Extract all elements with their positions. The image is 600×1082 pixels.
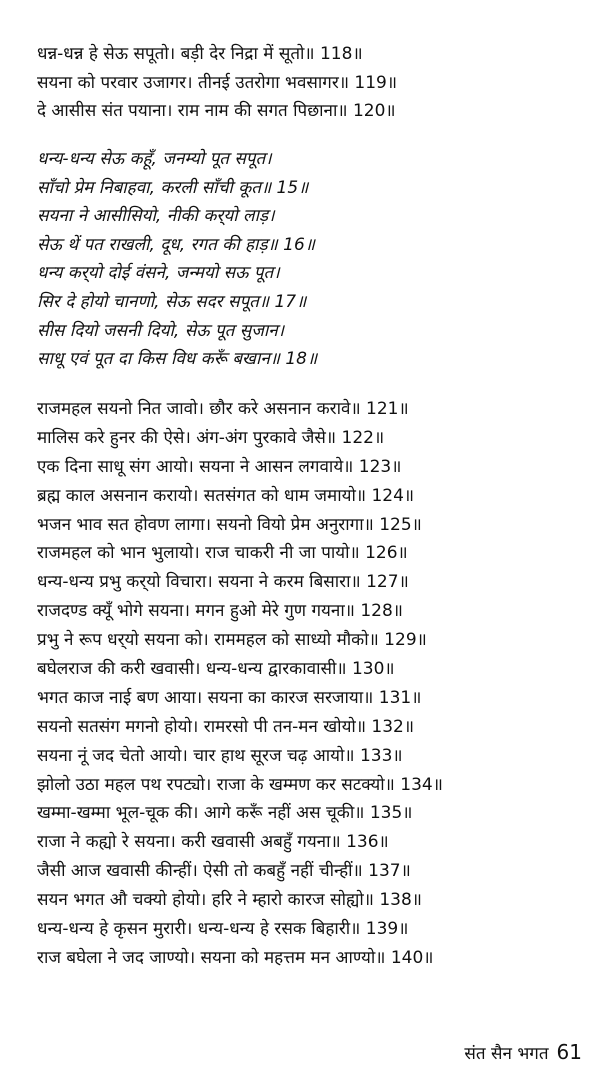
verse-line: राजदण्ड क्यूँ भोगे सयना। मगन हुओ मेरे गुण गयना॥ 128॥ xyxy=(37,601,403,622)
page-number: 61 xyxy=(556,1040,582,1064)
verse-line: जैसी आज खवासी कीन्हीं। ऐसी तो कबहुँ नहीं चीन्हीं॥ 137॥ xyxy=(37,861,411,882)
verse-line: सयना नूं जद चेतो आयो। चार हाथ सूरज चढ़ आयो॥ 133॥ xyxy=(37,745,403,766)
verse-line: राजमहल सयनो नित जावो। छौर करे असनान करावे॥ 121॥ xyxy=(37,399,409,419)
verse-line: राज बघेला ने जद जाण्यो। सयना को महत्तम मन आण्यो॥ 140॥ xyxy=(37,947,434,968)
verse-line: सयना को परवार उजागर। तीनई उतरोगा भवसागर॥ 119॥ xyxy=(37,72,398,93)
verse-line: धन्न-धन्न हे सेऊ सपूतो। बड़ी देर निद्रा में सूतो॥ 118॥ xyxy=(37,44,363,64)
couplet-line: धन्य कर्‌यो दोई वंसने, जन्मयो सऊ पूत। xyxy=(37,263,280,284)
verse-line: खम्मा-खम्मा भूल-चूक की। आगे करूँ नहीं अस चूकी॥ 135॥ xyxy=(37,803,413,824)
couplet-line: सेऊ थें पत राखली, दूध, रगत की हाड़॥ 16॥ xyxy=(37,234,315,255)
verse-line: राजमहल को भान भुलायो। राज चाकरी नी जा पायो॥ 126॥ xyxy=(37,543,408,564)
verse-block-top xyxy=(37,40,577,126)
verse-line: बघेलराज की करी खवासी। धन्य-धन्य द्वारकावासी॥ 130॥ xyxy=(37,659,395,680)
verse-line: एक दिना साधू संग आयो। सयना ने आसन लगवाये॥ 123॥ xyxy=(37,456,402,477)
verse-line: झोलो उठा महल पथ रपट्यो। राजा के खम्मण कर सटक्यो॥ 134॥ xyxy=(37,774,443,795)
couplet-line: सीस दियो जसनी दियो, सेऊ पूत सुजान। xyxy=(37,320,285,341)
couplet-line: सिर दे होयो चानणो, सेऊ सदर सपूत॥ 17॥ xyxy=(37,291,307,312)
verse-line: भगत काज नाई बण आया। सयना का कारज सरजाया॥ 131॥ xyxy=(37,687,422,708)
verse-line: धन्य-धन्य हे कृसन मुरारी। धन्य-धन्य हे रसक बिहारी॥ 139॥ xyxy=(37,919,409,940)
verse-line: राजा ने कह्यो रे सयना। करी खवासी अबहुँ गयना॥ 136॥ xyxy=(37,832,389,853)
couplet-line: साधू एवं पूत दा किस विध करूँ बखान॥ 18॥ xyxy=(37,349,318,370)
verse-line: दे आसीस संत पयाना। राम नाम की सगत पिछाना॥ 120॥ xyxy=(37,101,396,122)
couplet-block xyxy=(37,145,577,374)
running-title: संत सैन भगत xyxy=(464,1044,549,1064)
verse-line: प्रभु ने रूप धर्‌यो सयना को। राममहल को साध्यो मौको॥ 129॥ xyxy=(37,630,427,651)
page-footer xyxy=(464,1040,582,1066)
verse-line: धन्य-धन्य प्रभु कर्‌यो विचारा। सयना ने करम बिसारा॥ 127॥ xyxy=(37,572,409,593)
verse-line: मालिस करे हुनर की ऐसे। अंग-अंग पुरकावे जैसे॥ 122॥ xyxy=(37,427,385,448)
couplet-line: सयना ने आसीसियो, नीकी कर्‌यो लाड़। xyxy=(37,206,275,227)
verse-line: भजन भाव सत होवण लागा। सयनो वियो प्रेम अनुरागा॥ 125॥ xyxy=(37,514,422,535)
couplet-line: साँचो प्रेम निबाहवा, करली साँची कूत॥ 15॥ xyxy=(37,177,309,198)
verse-block-bottom xyxy=(37,395,577,973)
verse-line: सयनो सतसंग मगनो होयो। रामरसो पी तन-मन खोयो॥ 132॥ xyxy=(37,716,415,737)
couplet-line: धन्य-धन्य सेऊ कहूँ, जनम्यो पूत सपूत। xyxy=(37,149,272,169)
verse-line: सयन भगत औ चक्यो होयो। हरि ने म्हारो कारज सोह्यो॥ 138॥ xyxy=(37,890,422,911)
verse-line: ब्रह्म काल असनान करायो। सतसंगत को धाम जमायो॥ 124॥ xyxy=(37,485,415,506)
